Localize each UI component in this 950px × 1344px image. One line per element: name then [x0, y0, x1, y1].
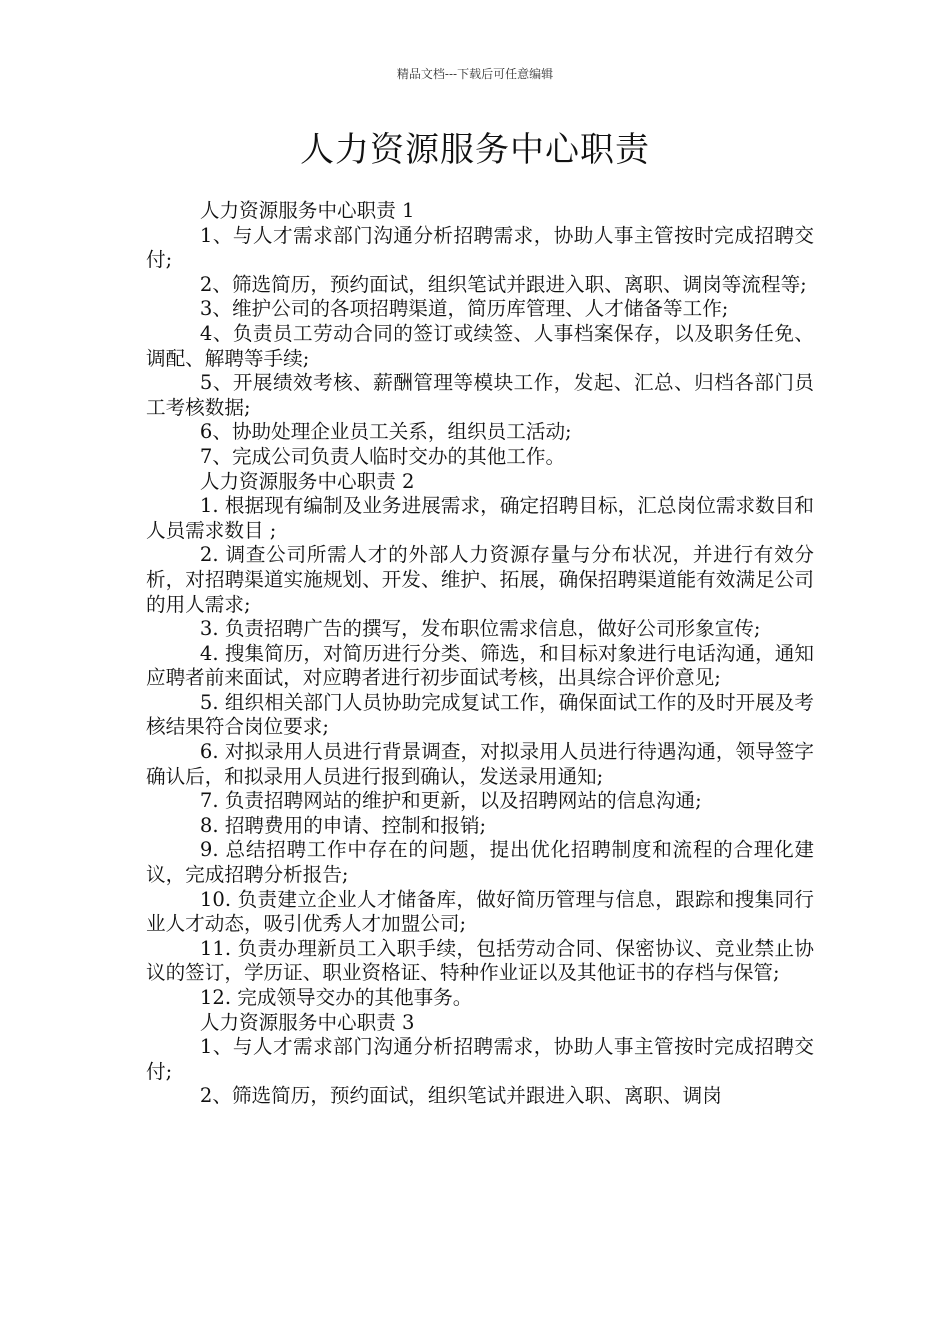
- paragraph: 6、协助处理企业员工关系，组织员工活动;: [199, 420, 572, 444]
- paragraph: 3、维护公司的各项招聘渠道，简历库管理、人才储备等工作;: [199, 297, 729, 321]
- paragraph: 7. 负责招聘网站的维护和更新，以及招聘网站的信息沟通;: [199, 789, 702, 813]
- paragraph: 2、筛选简历，预约面试，组织笔试并跟进入职、离职、调岗: [199, 1084, 722, 1108]
- header-note: 精品文档---下载后可任意编辑: [396, 67, 554, 81]
- paragraph: 11. 负责办理新员工入职手续，包括劳动合同、保密协议、竞业禁止协议的签订，学历证、职业资格证、特种作业证以及其他证书的存档与保管;: [146, 936, 814, 985]
- paragraph: 2. 调查公司所需人才的外部人力资源存量与分布状况，并进行有效分析，对招聘渠道实施规划、开发、维护、拓展，确保招聘渠道能有效满足公司的用人需求;: [146, 543, 814, 616]
- paragraph: 12. 完成领导交办的其他事务。: [199, 986, 473, 1009]
- section-heading-1: 人力资源服务中心职责 1: [199, 199, 415, 222]
- paragraph: 4. 搜集简历，对简历进行分类、筛选，和目标对象进行电话沟通，通知应聘者前来面试，对应聘者进行初步面试考核，出具综合评价意见;: [146, 641, 814, 690]
- paragraph: 7、完成公司负责人临时交办的其他工作。: [199, 444, 566, 468]
- paragraph: 9. 总结招聘工作中存在的问题，提出优化招聘制度和流程的合理化建议，完成招聘分析报告;: [146, 838, 814, 887]
- paragraph: 4、负责员工劳动合同的签订或续签、人事档案保存，以及职务任免、调配、解聘等手续;: [146, 321, 814, 370]
- paragraph: 8. 招聘费用的申请、控制和报销;: [199, 813, 487, 837]
- paragraph: 3. 负责招聘广告的撰写，发布职位需求信息，做好公司形象宣传;: [199, 617, 761, 641]
- section-heading-2: 人力资源服务中心职责 2: [199, 469, 415, 493]
- section-heading-3: 人力资源服务中心职责 3: [199, 1010, 415, 1034]
- paragraph: 5、开展绩效考核、薪酬管理等模块工作，发起、汇总、归档各部门员工考核数据;: [146, 371, 814, 419]
- paragraph: 2、筛选简历，预约面试，组织笔试并跟进入职、离职、调岗等流程等;: [199, 272, 807, 296]
- paragraph: 1、与人才需求部门沟通分析招聘需求，协助人事主管按时完成招聘交付;: [146, 1035, 814, 1083]
- paragraph: 6. 对拟录用人员进行背景调查，对拟录用人员进行待遇沟通，领导签字确认后，和拟录用人员进行报到确认，发送录用通知;: [146, 740, 814, 788]
- document-title: 人力资源服务中心职责: [300, 130, 650, 170]
- paragraph: 10. 负责建立企业人才储备库，做好简历管理与信息，跟踪和搜集同行业人才动态，吸引优秀人才加盟公司;: [146, 887, 814, 936]
- paragraph: 5. 组织相关部门人员协助完成复试工作，确保面试工作的及时开展及考核结果符合岗位要求;: [146, 690, 814, 739]
- document-body: [146, 199, 814, 1109]
- paragraph: 1、与人才需求部门沟通分析招聘需求，协助人事主管按时完成招聘交付;: [146, 223, 814, 272]
- paragraph: 1. 根据现有编制及业务进展需求，确定招聘目标，汇总岗位需求数目和人员需求数目 ;: [146, 494, 814, 542]
